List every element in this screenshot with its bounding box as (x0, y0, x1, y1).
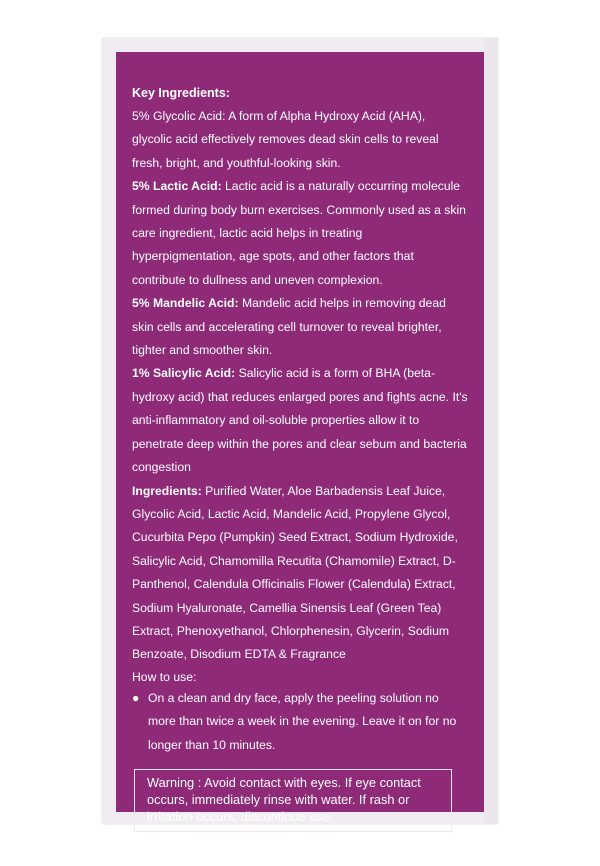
glycolic-acid-name: 5% Glycolic Acid: (132, 109, 226, 123)
box-side-edge (484, 38, 498, 824)
mandelic-acid-name: 5% Mandelic Acid: (132, 296, 239, 311)
ingredients-text: Purified Water, Aloe Barbadensis Leaf Juice, Glycolic Acid, Lactic Acid, Mandelic Acid, Propylene Glycol, Cucurbita Pepo (Pumpkin) Seed Extract, Sodium Hydroxide, Salicylic Acid, Chamomilla Recutita (Chamomile) Extract, D-Panthenol, Calendula Officinalis Flower (Calendula) Extract, Sodium Hyaluronate, Camellia Sinensis Leaf (Green Tea) Extract, Phenoxyethanol, Chlorphenesin, Glycerin, Sodium Benzoate, Disodium EDTA & Fragrance (132, 483, 458, 662)
mandelic-acid-paragraph (132, 292, 468, 362)
glycolic-acid-text: A form of Alpha Hydroxy Acid (AHA), glycolic acid effectively removes dead skin cells to reveal fresh, bright, and youthful-looking skin. (132, 109, 439, 170)
how-to-use-step-text: On a clean and dry face, apply the peeling solution no more than twice a week in the evening. Leave it on for no longer than 10 minutes. (148, 690, 457, 752)
lactic-acid-text: Lactic acid is a naturally occurring molecule formed during body burn exercises. Commonly used as a skin care ingredient, lactic acid helps in treating hyperpigmentation, age spots, and other factors that contribute to dullness and uneven complexion. (132, 179, 466, 287)
bullet-icon: ● (132, 690, 140, 705)
warning-text: Warning : Avoid contact with eyes. If eye contact occurs, immediately rinse with water. If rash or irritation occurs, discontinue use. (147, 774, 421, 824)
lactic-acid-paragraph (132, 175, 468, 292)
mandelic-acid-text: Mandelic acid helps in removing dead skin cells and accelerating cell turnover to reveal brighter, tighter and smoother skin. (132, 296, 446, 358)
ingredients-label: Ingredients: (132, 483, 202, 498)
key-ingredients-heading: Key Ingredients: (132, 86, 230, 100)
how-to-use-title: How to use: (132, 669, 197, 684)
label-panel (116, 52, 484, 824)
salicylic-acid-text: Salicylic acid is a form of BHA (beta-hydroxy acid) that reduces enlarged pores and fights acne. It's anti-inflammatory and oil-soluble properties allow it to penetrate deep within the pores and clear sebum and bacteria congestion (132, 366, 468, 475)
salicylic-acid-paragraph (132, 362, 468, 479)
glycolic-acid-paragraph (132, 105, 468, 175)
salicylic-acid-name: 1% Salicylic Acid: (132, 366, 236, 381)
lactic-acid-name: 5% Lactic Acid: (132, 179, 222, 194)
how-to-use-step (132, 687, 468, 757)
ingredients-paragraph (132, 480, 468, 667)
warning-box (134, 769, 452, 832)
